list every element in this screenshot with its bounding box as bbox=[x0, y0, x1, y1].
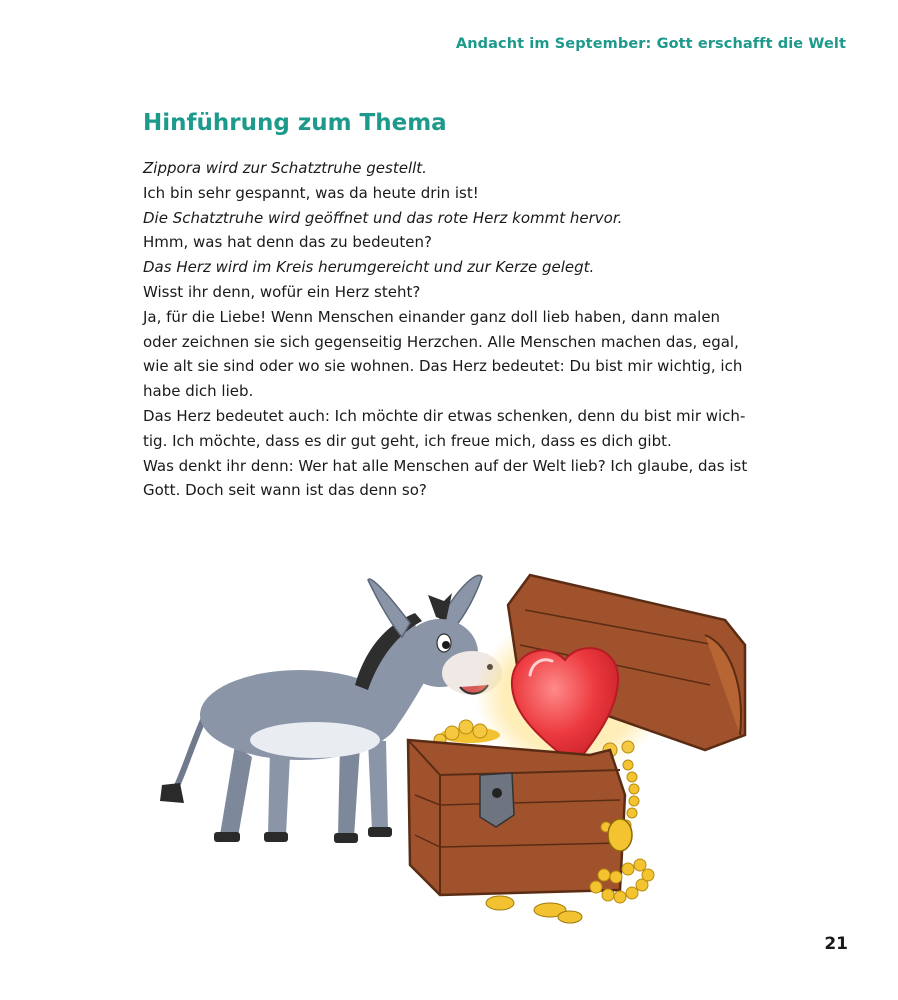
text-line: Das Herz bedeutet auch: Ich möchte dir etwas schenken, denn du bist mir wich- bbox=[143, 406, 746, 425]
page-number: 21 bbox=[824, 934, 848, 954]
text-line: Zippora wird zur Schatztruhe gestellt. bbox=[143, 159, 427, 177]
donkey-treasure-chest-illustration bbox=[140, 535, 770, 945]
text-line: oder zeichnen sie sich gegenseitig Herzchen. Alle Menschen machen das, egal, bbox=[143, 332, 739, 351]
text-line: Was denkt ihr denn: Wer hat alle Menschen auf der Welt lieb? Ich glaube, das ist bbox=[143, 456, 748, 475]
text-line: Wisst ihr denn, wofür ein Herz steht? bbox=[143, 282, 421, 301]
text-line: Die Schatztruhe wird geöffnet und das rote Herz kommt hervor. bbox=[143, 208, 623, 227]
text-line: tig. Ich möchte, dass es dir gut geht, ich freue mich, dass es dich gibt. bbox=[143, 431, 672, 450]
text-line: Ich bin sehr gespannt, was da heute drin ist! bbox=[143, 183, 479, 202]
text-line: habe dich lieb. bbox=[143, 382, 254, 401]
section-heading: Hinführung zum Thema bbox=[143, 110, 447, 136]
running-header: Andacht im September: Gott erschafft die Welt bbox=[455, 36, 846, 52]
body-text bbox=[143, 156, 783, 503]
text-line: Das Herz wird im Kreis herumgereicht und zur Kerze gelegt. bbox=[143, 258, 595, 277]
text-line: Gott. Doch seit wann ist das denn so? bbox=[143, 481, 427, 500]
text-line: Ja, für die Liebe! Wenn Menschen einander ganz doll lieb haben, dann malen bbox=[143, 307, 721, 326]
text-line: Hmm, was hat denn das zu bedeuten? bbox=[143, 233, 432, 252]
text-line: wie alt sie sind oder wo sie wohnen. Das Herz bedeutet: Du bist mir wichtig, ich bbox=[143, 357, 743, 376]
